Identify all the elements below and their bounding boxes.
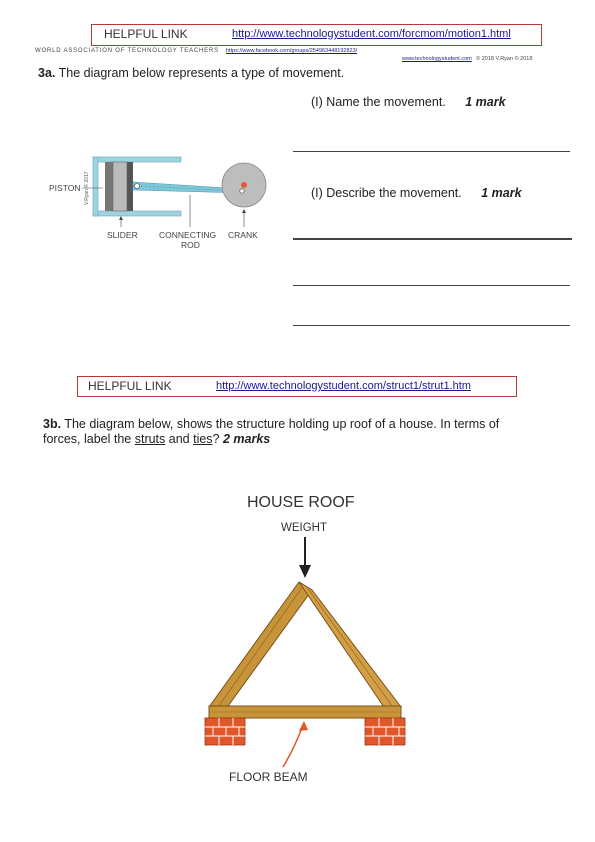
question-3b-and: and (165, 432, 194, 446)
question-3b-text2a: forces, label the (43, 432, 135, 446)
crank-center (241, 182, 247, 188)
part1-text: (I) Name the movement. (311, 95, 446, 109)
question-3b-mark: 2 marks (222, 432, 271, 446)
part1-prompt (311, 95, 506, 109)
slider-label: SLIDER (107, 230, 138, 240)
connecting-label: CONNECTING (159, 230, 217, 240)
helpful-link-url[interactable]: http://www.technologystudent.com/forcmom/motion1.html (232, 28, 511, 40)
question-3b-text2b: ? (212, 432, 223, 446)
part2-text: (I) Describe the movement. (311, 186, 462, 200)
right-rafter-grain (306, 586, 395, 710)
question-3b-text1: The diagram below, shows the structure holding up roof of a house. In terms of (64, 417, 500, 431)
crank-pin (240, 189, 244, 193)
question-3b-line1 (43, 417, 499, 431)
helpful-link-2-url[interactable]: http://www.technologystudent.com/struct1/strut1.htm (216, 380, 471, 392)
slider-crank-diagram (45, 150, 275, 255)
piston-body (113, 162, 127, 211)
question-3b-line2 (43, 432, 270, 446)
weight-arrowhead (299, 565, 311, 578)
crank-arrowhead (242, 209, 246, 213)
answer-line-1[interactable] (293, 151, 570, 152)
part2-prompt (311, 186, 522, 200)
left-rafter-grain (216, 586, 303, 710)
part1-mark: 1 mark (465, 95, 506, 109)
helpful-link-box (91, 24, 542, 46)
piston-shadow (105, 162, 113, 211)
org-name: WORLD ASSOCIATION OF TECHNOLOGY TEACHERS (35, 48, 219, 54)
diagram-credit: V.Ryan © 2017 (84, 171, 90, 205)
weight-label: WEIGHT (281, 522, 327, 534)
floor-beam-label: FLOOR BEAM (229, 770, 308, 784)
piston-face (127, 162, 133, 211)
left-rafter (209, 582, 312, 713)
small-end-pin (135, 184, 140, 189)
rod-label: ROD (181, 240, 200, 250)
crank-label: CRANK (228, 230, 258, 240)
floor-beam-pointer (283, 725, 303, 767)
site-credit (402, 47, 532, 65)
piston-label: PISTON (49, 183, 81, 193)
copyright-text: © 2018 V.Ryan © 2018 (476, 56, 533, 62)
cylinder-bottom-wall (93, 211, 181, 216)
struts-word: struts (134, 432, 166, 446)
question-3b-number: 3b. (43, 417, 62, 431)
floor-beam-arrowhead (299, 721, 308, 731)
question-3a-text: The diagram below represents a type of movement. (58, 66, 345, 80)
right-brick-support (365, 718, 405, 745)
answer-line-3[interactable] (293, 285, 570, 286)
house-roof-title: HOUSE ROOF (247, 494, 355, 511)
slider-arrowhead (119, 216, 123, 220)
left-brick-support (205, 718, 245, 745)
site-link[interactable]: www.technologystudent.com (402, 56, 472, 62)
question-3a-number: 3a. (38, 66, 56, 80)
house-roof-diagram (195, 485, 415, 790)
question-3a (38, 66, 344, 80)
helpful-link-box-2 (77, 376, 517, 397)
helpful-link-2-label: HELPFUL LINK (88, 379, 172, 393)
part2-mark: 1 mark (481, 186, 522, 200)
cylinder-end-wall (93, 157, 98, 216)
answer-line-2[interactable] (293, 238, 572, 240)
facebook-link[interactable]: https://www.facebook.com/groups/254963448192823/ (226, 48, 358, 54)
ties-word: ties (193, 432, 213, 446)
answer-line-4[interactable] (293, 325, 570, 326)
helpful-link-label: HELPFUL LINK (104, 27, 188, 41)
cylinder-top-wall (93, 157, 181, 162)
